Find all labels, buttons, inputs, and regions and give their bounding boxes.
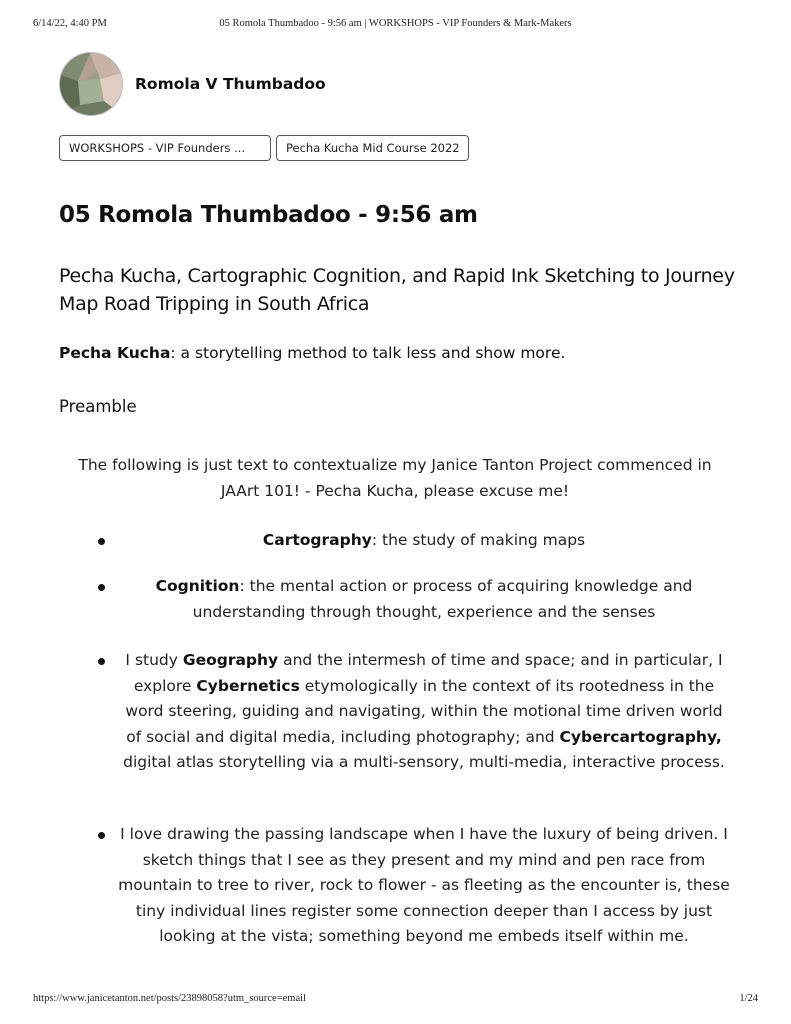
bullet-segment: : the mental action or process of acquiring knowledge and understanding through thought, experience and the senses	[192, 577, 693, 621]
definition-term: Pecha Kucha	[59, 344, 171, 362]
bullet-segment: and the intermesh of time and space; and in particular, I explore	[133, 651, 723, 695]
avatar[interactable]	[59, 52, 123, 116]
page-number: 1/24	[739, 993, 758, 1004]
breadcrumb-workshops[interactable]: WORKSHOPS - VIP Founders ...	[59, 135, 271, 161]
definition-paragraph	[59, 340, 749, 366]
print-datetime: 6/14/22, 4:40 PM	[33, 18, 107, 29]
post-subtitle: Pecha Kucha, Cartographic Cognition, and Rapid Ink Sketching to Journey Map Road Tripping in South Africa	[59, 265, 735, 315]
bullet-icon	[98, 832, 105, 839]
author-name[interactable]: Romola V Thumbadoo	[135, 75, 326, 93]
bullet-segment: digital atlas storytelling via a multi-sensory, multi-media, interactive process.	[123, 753, 725, 771]
bullet-icon	[98, 584, 105, 591]
bullet-text	[118, 574, 730, 625]
bullet-term: Cybernetics	[196, 676, 300, 695]
author-block[interactable]	[59, 52, 326, 116]
print-header	[0, 18, 791, 34]
breadcrumb	[59, 135, 469, 161]
preamble-heading: Preamble	[59, 397, 137, 416]
definition-text: : a storytelling method to talk less and show more.	[170, 344, 566, 362]
print-footer	[0, 993, 791, 1009]
bullet-text	[118, 528, 730, 554]
bullet-term: Cybercartography,	[559, 727, 722, 746]
bullet-segment: : the study of making maps	[371, 531, 586, 549]
intro-paragraph: The following is just text to contextualize my Janice Tanton Project commenced in JAArt 101! - Pecha Kucha, please excuse me!	[78, 456, 712, 500]
breadcrumb-pecha-kucha[interactable]: Pecha Kucha Mid Course 2022	[276, 135, 469, 161]
bullet-text	[118, 648, 730, 776]
print-url[interactable]: https://www.janicetanton.net/posts/23898058?utm_source=email	[33, 993, 306, 1004]
print-page-title: 05 Romola Thumbadoo - 9:56 am | WORKSHOPS - VIP Founders & Mark-Makers	[219, 18, 572, 29]
bullet-icon	[98, 538, 105, 545]
profile-photo-icon	[60, 53, 122, 115]
bullet-term: Geography	[182, 651, 279, 669]
bullet-segment: etymologically in the context of its rootedness in the word steering, guiding and navigating, within the motional time driven world of social and digital media, including photography; and	[125, 676, 723, 746]
bullet-icon	[98, 658, 105, 665]
bullet-term: Cartography	[262, 531, 372, 549]
page-title: 05 Romola Thumbadoo - 9:56 am	[59, 202, 478, 228]
bullet-text: I love drawing the passing landscape when I have the luxury of being driven. I sketch things that I see as they present and my mind and pen race from mountain to tree to river, rock to flower - as fleeting as the encounter is, these tiny individual lines register some connection deeper than I access by just looking at the vista; something beyond me embeds itself within me.	[118, 825, 730, 945]
bullet-term: Cognition	[155, 577, 240, 595]
bullet-segment: I study	[125, 651, 183, 669]
